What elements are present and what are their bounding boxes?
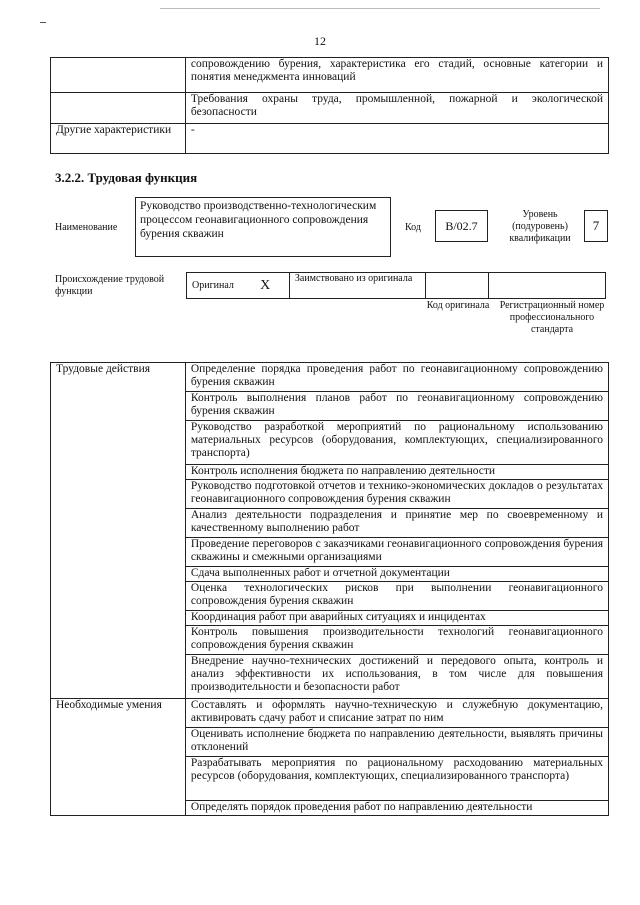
table-row — [51, 93, 609, 124]
scan-top-edge — [160, 8, 600, 9]
code-label: Код — [405, 222, 421, 233]
table-row — [51, 363, 609, 392]
list-item: Руководство разработкой мероприятий по рациональному использованию материальных ресурсов (оборудования, комплектующих, специализированного транспорта) — [185, 421, 608, 465]
row-label — [51, 93, 186, 124]
list-item: Определение порядка проведения работ по геонавигационному сопровождению бурения скважин — [185, 363, 608, 392]
list-item: Контроль исполнения бюджета по направлению деятельности — [185, 465, 608, 480]
table-row — [51, 699, 609, 728]
section-title: 3.2.2. Трудовая функция — [55, 170, 198, 185]
scan-mark — [40, 22, 46, 23]
table-row — [51, 124, 609, 154]
name-value: Руководство производственно-технологическим процессом геонавигационного сопровождения бурения скважин — [135, 197, 391, 257]
row-text: Требования охраны труда, промышленной, пожарной и экологической безопасности — [185, 93, 608, 124]
list-item: Оценка технологических рисков при выполнении геонавигационного сопровождения бурения скважин — [185, 582, 608, 611]
origin-table — [186, 272, 606, 299]
list-item: Составлять и оформлять научно-техническую и служебную документацию, активировать сдачу работ и списание затрат по ним — [185, 699, 608, 728]
code-original-caption: Код оригинала — [426, 300, 490, 311]
original-mark: X — [241, 273, 289, 299]
original-label: Оригинал — [187, 273, 242, 299]
list-item: Анализ деятельности подразделения и принятие мер по своевременному и качественному выполнению работ — [185, 509, 608, 538]
group-label: Необходимые умения — [51, 699, 186, 816]
row-label: Другие характеристики — [51, 124, 186, 154]
row-text: - — [185, 124, 608, 154]
code-original-cell — [425, 273, 489, 299]
list-item: Оценивать исполнение бюджета по направлению деятельности, выявлять причины отклонений — [185, 728, 608, 757]
row-text: сопровождению бурения, характеристика его стадий, основные категории и понятия менеджмента инноваций — [185, 58, 608, 93]
list-item: Определять порядок проведения работ по направлению деятельности — [185, 801, 608, 816]
level-value: 7 — [584, 210, 608, 242]
reg-number-cell — [489, 273, 606, 299]
list-item: Внедрение научно-технических достижений и передового опыта, контроль и анализ эффективности их использования, в том числе для повышения производительности и безопасности работ — [185, 655, 608, 699]
borrowed-label: Заимствовано из оригинала — [289, 273, 425, 299]
page-number: 12 — [314, 34, 326, 48]
code-value: B/02.7 — [435, 210, 488, 242]
top-table — [50, 57, 609, 154]
reg-number-caption: Регистрационный номер профессионального стандарта — [499, 300, 605, 335]
main-table — [50, 362, 609, 816]
name-label: Наименование — [55, 222, 118, 233]
level-label: Уровень (подуровень) квалификации — [509, 209, 571, 244]
table-row — [51, 58, 609, 93]
list-item: Проведение переговоров с заказчиками геонавигационного сопровождения бурения скважины и смежными организациями — [185, 538, 608, 567]
row-label — [51, 58, 186, 93]
list-item: Разрабатывать мероприятия по рациональному расходованию материальных ресурсов (оборудования, комплектующих, специализированного транспорта) — [185, 757, 608, 801]
list-item: Контроль повышения производительности технологий геонавигационного сопровождения бурения скважин — [185, 626, 608, 655]
list-item: Руководство подготовкой отчетов и технико-экономических докладов о результатах геонавигационного сопровождения бурения скважин — [185, 480, 608, 509]
origin-label: Происхождение трудовой функции — [55, 274, 165, 297]
list-item: Контроль выполнения планов работ по геонавигационному сопровождению бурения скважин — [185, 392, 608, 421]
list-item: Координация работ при аварийных ситуациях и инцидентах — [185, 611, 608, 626]
group-label: Трудовые действия — [51, 363, 186, 699]
list-item: Сдача выполненных работ и отчетной документации — [185, 567, 608, 582]
